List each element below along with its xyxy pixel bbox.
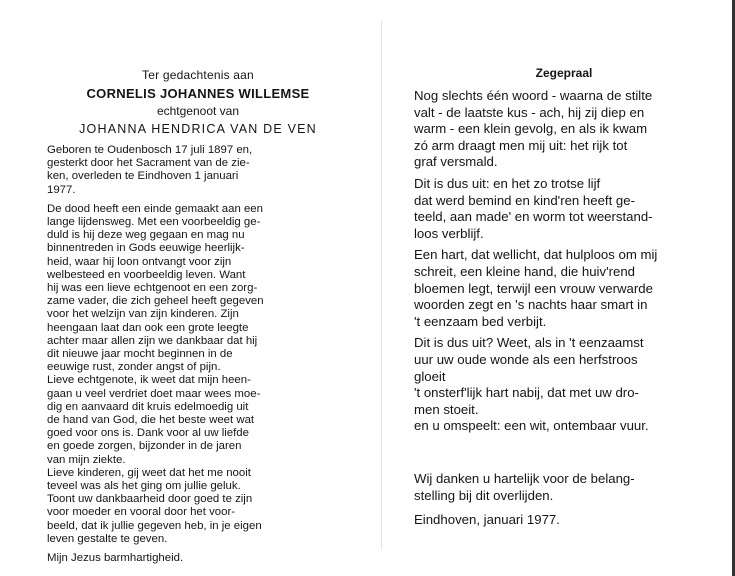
closing-prayer: Mijn Jezus barmhartigheid. bbox=[47, 552, 184, 565]
in-memory-heading: Ter gedachtenis aan bbox=[142, 68, 254, 82]
eulogy-paragraph-3: Lieve kinderen, gij weet dat het me nooit teveel was als het ging om jullie geluk. Toont uw dankbaarheid door goed te zijn voor moeder en vooral door het voor- beeld, dat ik jullie gegeven heb, in je eigen leven gestalte te geven. bbox=[47, 466, 262, 545]
left-panel bbox=[47, 68, 349, 565]
poem-stanza-3: Een hart, dat wellicht, dat hulploos om mij schreit, een kleine hand, die huiv'rend bloemen legt, terwijl een vrouw verwarde woorden zegt en 's nachts haar smart in 't eenzaam bed verbijt. bbox=[414, 247, 658, 329]
place-and-date: Eindhoven, januari 1977. bbox=[414, 512, 560, 527]
biography-text: Geboren te Oudenbosch 17 juli 1897 en, gesterkt door het Sacrament van de zie- ken, overleden te Eindhoven 1 januari 1977. bbox=[47, 144, 253, 196]
thanks-text: Wij danken u hartelijk voor de belang- stelling bij dit overlijden. bbox=[414, 471, 635, 503]
poem-stanza-2: Dit is dus uit: en het zo trotse lijf dat werd bemind en kind'ren heeft ge- teeld, aan made' en worm tot weerstand- loos verblijf. bbox=[414, 175, 653, 241]
eulogy-paragraph-2: Lieve echtgenote, ik weet dat mijn heen- gaan u veel verdriet doet maar wees moe- dig en aanvaard dit kruis edelmoedig uit de hand van God, die het beste weet wat goed voor ons is. Dank voor al uw liefde en goede zorgen, bijzonder in de jaren van mijn ziekte. bbox=[47, 374, 261, 466]
spouse-name: JOHANNA HENDRICA VAN DE VEN bbox=[79, 122, 317, 136]
eulogy-paragraph-1: De dood heeft een einde gemaakt aan een lange lijdensweg. Met een voorbeeldig ge- duld is hij deze weg gegaan en mag nu binnentreden in Gods eeuwige heerlijk- heid, waar hij loon ontvangt voor zijn welbesteed en voorbeeldig leven. Want hij was een lieve echtgenoot en een zorg- zame vader, die zich geheel heeft gegeven voor het welzijn van zijn kinderen. Zijn heengaan laat dan ook een grote leegte achter maar allen zijn we dankbaar dat hij dit nieuwe jaar mocht beginnen in de eeuwige rust, zonder angst of pijn. bbox=[47, 202, 264, 374]
poem-title: Zegepraal bbox=[535, 66, 593, 80]
poem-stanza-1: Nog slechts één woord - waarna de stilte valt - de laatste kus - ach, hij zij diep en warm - een klein gevolg, en als ik kwam zó arm draagt men mij uit: het rijk tot graf versmald. bbox=[414, 88, 653, 170]
deceased-name: CORNELIS JOHANNES WILLEMSE bbox=[86, 86, 310, 101]
fold-line bbox=[381, 20, 382, 550]
right-panel bbox=[414, 66, 714, 435]
spouse-label: echtgenoot van bbox=[156, 104, 240, 118]
poem-stanza-4: Dit is dus uit? Weet, als in 't eenzaamst uur uw oude wonde als een herfstroos gloeit 't onsterf'lijk hart nabij, dat met uw dro- men stoeit. en u omspeelt: een wit, ontembaar vuur. bbox=[414, 335, 649, 434]
